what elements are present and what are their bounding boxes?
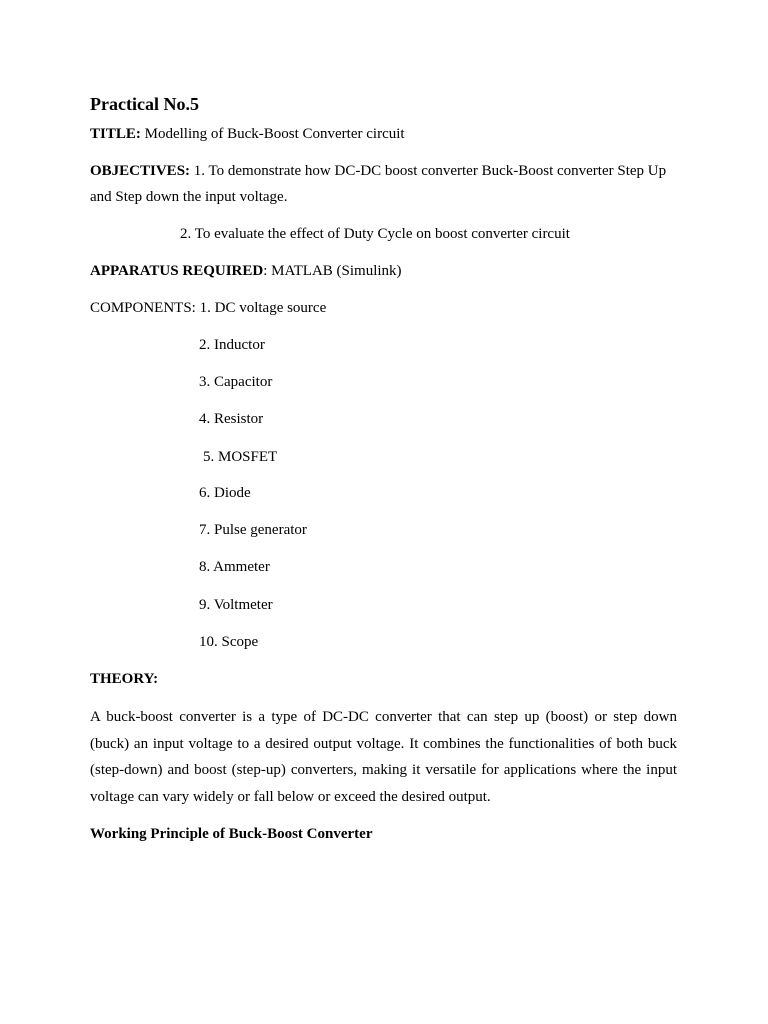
theory-paragraph-line: (buck) an input voltage to a desired output voltage. It combines the functionalities of both buck: [90, 736, 677, 752]
theory-paragraph-line: voltage can vary widely or fall below or exceed the desired output.: [90, 789, 491, 805]
apparatus-label: APPARATUS REQUIRED: [90, 263, 264, 279]
objectives-line-1: [90, 161, 666, 181]
objectives-line-2: and Step down the input voltage.: [90, 189, 288, 205]
component-item: 3. Capacitor: [199, 374, 273, 390]
component-item: 5. MOSFET: [203, 449, 278, 465]
component-item: 1. DC voltage source: [199, 300, 327, 316]
objective-1-text: 1. To demonstrate how DC-DC boost converter Buck-Boost converter Step Up: [190, 163, 667, 179]
component-item: 7. Pulse generator: [199, 522, 307, 538]
title-line: [90, 124, 405, 144]
theory-paragraph-line: A buck-boost converter is a type of DC-DC converter that can step up (boost) or step down: [90, 709, 677, 725]
apparatus-text: : MATLAB (Simulink): [263, 263, 402, 279]
objective-2: 2. To evaluate the effect of Duty Cycle on boost converter circuit: [180, 226, 570, 242]
theory-heading: THEORY:: [90, 671, 159, 687]
component-item: 9. Voltmeter: [199, 597, 273, 613]
title-label: TITLE:: [90, 126, 141, 142]
title-text: Modelling of Buck-Boost Converter circuit: [140, 126, 405, 142]
component-item: 10. Scope: [199, 634, 259, 650]
component-item: 8. Ammeter: [199, 559, 270, 575]
apparatus-line: [90, 261, 402, 281]
components-label: COMPONENTS:: [90, 300, 200, 316]
practical-heading: Practical No.5: [90, 94, 199, 114]
theory-paragraph-line: (step-down) and boost (step-up) converters, making it versatile for applications where the input: [90, 762, 677, 778]
components-line: [90, 298, 326, 318]
component-item: 6. Diode: [199, 485, 251, 501]
objectives-label: OBJECTIVES:: [90, 163, 191, 179]
working-principle-heading: Working Principle of Buck-Boost Converter: [90, 826, 373, 842]
component-item: 4. Resistor: [199, 411, 264, 427]
component-item: 2. Inductor: [199, 337, 265, 353]
